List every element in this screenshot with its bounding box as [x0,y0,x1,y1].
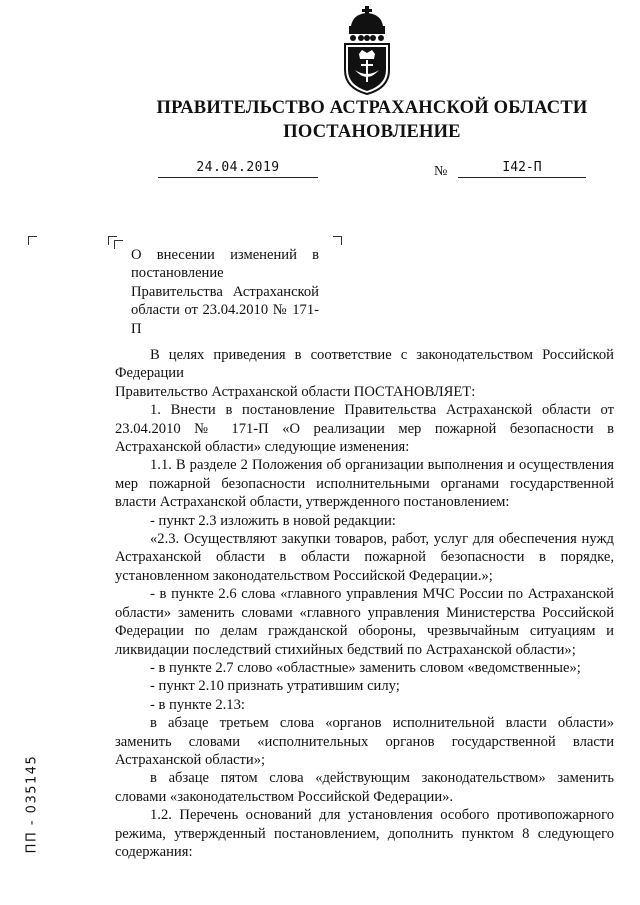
document-subject: О внесении изменений в постановление Правительства Астраханской области от 23.04.2010 № 171-П [131,247,319,337]
body-paragraph: - в пункте 2.7 слово «областные» заменить словом «ведомственные»; [150,659,581,676]
body-paragraph: 1. Внести в постановление Правительства Астраханской области от 23.04.2010 № 171-П «О реализации мер пожарной безопасности в Астраханской области» следующие изменения: [115,402,614,456]
body-paragraph: - в пункте 2.13: [150,696,245,713]
body-paragraph: 1.2. Перечень оснований для установления особого противопожарного режима, утвержденный постановлением, дополнить пунктом 8 следующего содержания: [115,807,614,860]
body-paragraph: - пункт 2.3 изложить в новой редакции: [150,512,396,529]
body-paragraph: в абзаце третьем слова «органов исполнительной власти области» заменить словами «исполнительных органов государственной власти Астраханской области»; [115,715,614,768]
body-paragraph: - пункт 2.10 признать утратившим силу; [150,678,400,695]
organization-title: ПРАВИТЕЛЬСТВО АСТРАХАНСКОЙ ОБЛАСТИ [156,98,588,118]
corner-mark-left [28,236,37,245]
body-paragraph: 1.1. В разделе 2 Положения об организации выполнения и осуществления мер пожарной безопасности исполнительными органами государственной власти Астраханской области, утвержденного постановлением: [115,457,614,511]
document-number: I42-П [458,160,586,178]
form-serial-number: ПП - 035145 [24,754,40,854]
body-paragraph: В целях приведения в соответствие с законодательством Российской Федерации [115,347,614,382]
document-body [115,346,614,861]
body-paragraph: в абзаце пятом слова «действующим законодательством» заменить словами «законодательством Российской Федерации». [115,770,614,805]
corner-mark-subject-inner [114,240,123,249]
number-sign: № [434,164,448,179]
body-paragraph: «2.3. Осуществляют закупки товаров, работ, услуг для обеспечения нужд Астраханской области в области пожарной безопасности в порядке, установленном законодательством Российской Федерации.»; [115,531,614,584]
document-type: ПОСТАНОВЛЕНИЕ [283,122,461,142]
coat-of-arms-emblem [339,4,395,96]
document-date: 24.04.2019 [158,160,318,178]
corner-mark-right [333,236,342,245]
body-paragraph: Правительство Астраханской области ПОСТАНОВЛЯЕТ: [115,383,476,400]
body-paragraph: - в пункте 2.6 слова «главного управления МЧС России по Астраханской области» заменить словами «главного управления Министерства Российской Федерации по делам гражданской обороны, чрезвычайным ситуациям и ликвидации последствий стихийных бедствий по Астраханской области»; [115,586,614,658]
